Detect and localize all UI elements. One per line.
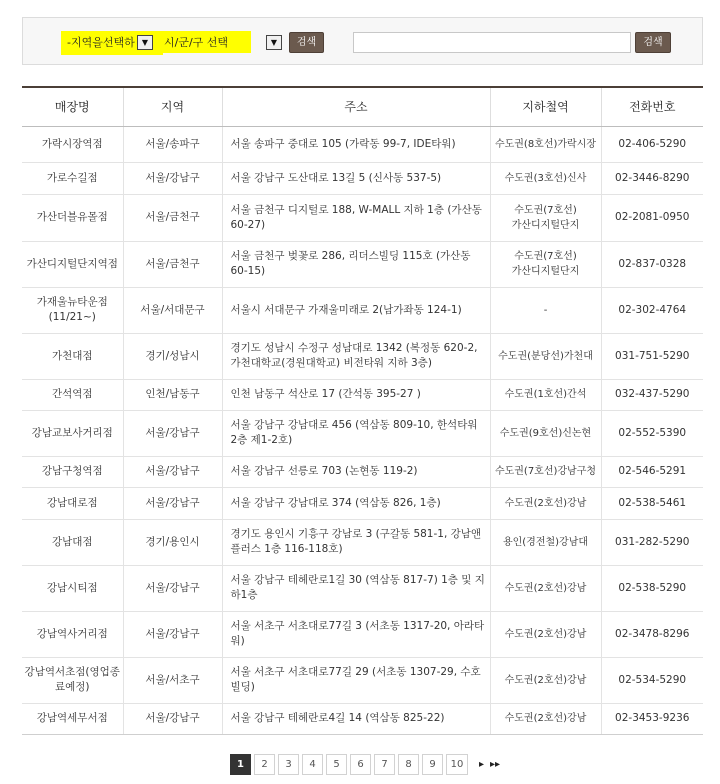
store-region: 인천/남동구 xyxy=(123,379,222,410)
store-phone: 02-552-5390 xyxy=(601,410,703,456)
store-phone: 02-546-5291 xyxy=(601,456,703,487)
store-name[interactable]: 강남시티점 xyxy=(22,565,123,611)
store-subway: 수도권(3호선)신사 xyxy=(490,162,601,194)
pagination xyxy=(0,754,720,776)
table-row xyxy=(22,703,703,734)
store-phone: 02-2081-0950 xyxy=(601,194,703,241)
header-address: 주소 xyxy=(222,87,490,126)
store-name[interactable]: 가산디지털단지역점 xyxy=(22,241,123,287)
store-name[interactable]: 강남역사거리점 xyxy=(22,611,123,657)
store-name[interactable]: 가천대점 xyxy=(22,333,123,379)
store-name[interactable]: 간석역점 xyxy=(22,379,123,410)
page-2-button[interactable]: 2 xyxy=(254,754,275,775)
table-row xyxy=(22,287,703,333)
table-row xyxy=(22,162,703,194)
district-select-value: 시/군/구 선택 xyxy=(164,36,229,49)
store-subway: 수도권(분당선)가천대 xyxy=(490,333,601,379)
next-page-icon[interactable]: ▸ xyxy=(479,759,485,770)
page-3-button[interactable]: 3 xyxy=(278,754,299,775)
store-region: 서울/송파구 xyxy=(123,126,222,162)
table-row xyxy=(22,241,703,287)
store-address: 서울 강남구 도산대로 13길 5 (신사동 537-5) xyxy=(222,162,490,194)
keyword-search-button[interactable]: 검색 xyxy=(635,32,671,53)
store-phone: 02-538-5290 xyxy=(601,565,703,611)
store-address: 서울 강남구 테헤란로1길 30 (역삼동 817-7) 1층 및 지하1층 xyxy=(222,565,490,611)
table-row xyxy=(22,519,703,565)
store-region: 서울/금천구 xyxy=(123,194,222,241)
store-subway: 용인(경전철)강남대 xyxy=(490,519,601,565)
store-address: 서울 강남구 테헤란로4길 14 (역삼동 825-22) xyxy=(222,703,490,734)
store-name[interactable]: 강남역세무서점 xyxy=(22,703,123,734)
header-store-name: 매장명 xyxy=(22,87,123,126)
table-row xyxy=(22,657,703,703)
store-subway: 수도권(2호선)강남 xyxy=(490,611,601,657)
store-region: 서울/강남구 xyxy=(123,410,222,456)
store-phone: 02-837-0328 xyxy=(601,241,703,287)
keyword-input[interactable] xyxy=(353,32,631,53)
store-region: 서울/강남구 xyxy=(123,611,222,657)
header-region: 지역 xyxy=(123,87,222,126)
store-region: 서울/강남구 xyxy=(123,456,222,487)
store-name[interactable]: 가산더블유몰점 xyxy=(22,194,123,241)
store-phone: 02-3478-8296 xyxy=(601,611,703,657)
table-row xyxy=(22,611,703,657)
store-region: 서울/강남구 xyxy=(123,162,222,194)
store-subway: 수도권(7호선)가산디지털단지 xyxy=(490,241,601,287)
table-row xyxy=(22,456,703,487)
store-address: 서울시 서대문구 가재울미래로 2(남가좌동 124-1) xyxy=(222,287,490,333)
store-address: 서울 송파구 중대로 105 (가락동 99-7, IDE타워) xyxy=(222,126,490,162)
store-region: 경기/용인시 xyxy=(123,519,222,565)
store-phone: 02-302-4764 xyxy=(601,287,703,333)
region-search-button[interactable]: 검색 xyxy=(289,32,324,53)
store-address: 서울 강남구 강남대로 456 (역삼동 809-10, 한석타워 2층 제1-2호) xyxy=(222,410,490,456)
store-phone: 02-3453-9236 xyxy=(601,703,703,734)
store-subway: 수도권(7호선)강남구청 xyxy=(490,456,601,487)
store-subway: 수도권(1호선)간석 xyxy=(490,379,601,410)
store-address: 서울 강남구 선릉로 703 (논현동 119-2) xyxy=(222,456,490,487)
store-region: 서울/강남구 xyxy=(123,565,222,611)
store-address: 서울 서초구 서초대로77길 29 (서초동 1307-29, 수호빌딩) xyxy=(222,657,490,703)
last-page-icon[interactable]: ▸▸ xyxy=(490,759,501,770)
store-subway: 수도권(2호선)강남 xyxy=(490,657,601,703)
store-address: 서울 금천구 벚꽃로 286, 리더스빌딩 115호 (가산동 60-15) xyxy=(222,241,490,287)
store-name[interactable]: 가로수길점 xyxy=(22,162,123,194)
store-address: 서울 강남구 강남대로 374 (역삼동 826, 1층) xyxy=(222,487,490,519)
store-phone: 02-538-5461 xyxy=(601,487,703,519)
page-1-button[interactable]: 1 xyxy=(230,754,251,775)
store-subway: 수도권(8호선)가락시장 xyxy=(490,126,601,162)
page-10-button[interactable]: 10 xyxy=(446,754,468,775)
store-phone: 02-534-5290 xyxy=(601,657,703,703)
store-region: 경기/성남시 xyxy=(123,333,222,379)
store-address: 인천 남동구 석산로 17 (간석동 395-27 ) xyxy=(222,379,490,410)
store-region: 서울/서초구 xyxy=(123,657,222,703)
store-subway: 수도권(2호선)강남 xyxy=(490,487,601,519)
table-row xyxy=(22,126,703,162)
table-row xyxy=(22,487,703,519)
store-address: 서울 서초구 서초대로77길 3 (서초동 1317-20, 아라타워) xyxy=(222,611,490,657)
store-subway: 수도권(2호선)강남 xyxy=(490,703,601,734)
store-name[interactable]: 가재울뉴타운점 (11/21~) xyxy=(22,287,123,333)
store-name[interactable]: 가락시장역점 xyxy=(22,126,123,162)
chevron-down-icon: ▼ xyxy=(266,35,282,50)
table-row xyxy=(22,194,703,241)
table-row xyxy=(22,410,703,456)
chevron-down-icon: ▼ xyxy=(137,35,153,50)
table-row xyxy=(22,379,703,410)
store-region: 서울/강남구 xyxy=(123,487,222,519)
store-region: 서울/강남구 xyxy=(123,703,222,734)
table-row xyxy=(22,565,703,611)
store-phone: 02-3446-8290 xyxy=(601,162,703,194)
store-phone: 02-406-5290 xyxy=(601,126,703,162)
header-subway: 지하철역 xyxy=(490,87,601,126)
page-5-button[interactable]: 5 xyxy=(326,754,347,775)
store-name[interactable]: 강남구청역점 xyxy=(22,456,123,487)
store-subway: 수도권(9호선)신논현 xyxy=(490,410,601,456)
page-8-button[interactable]: 8 xyxy=(398,754,419,775)
store-subway: 수도권(2호선)강남 xyxy=(490,565,601,611)
store-name[interactable]: 강남역서초점(영업종료예정) xyxy=(22,657,123,703)
store-search-bar xyxy=(22,17,703,65)
region-select[interactable] xyxy=(63,33,155,52)
store-name[interactable]: 강남대로점 xyxy=(22,487,123,519)
store-subway: - xyxy=(490,287,601,333)
store-phone: 031-751-5290 xyxy=(601,333,703,379)
store-region: 서울/서대문구 xyxy=(123,287,222,333)
store-address: 경기도 성남시 수정구 성남대로 1342 (복정동 620-2, 가천대학교(경원대학교) 비전타워 지하 3층) xyxy=(222,333,490,379)
store-phone: 032-437-5290 xyxy=(601,379,703,410)
page-6-button[interactable]: 6 xyxy=(350,754,371,775)
table-row xyxy=(22,333,703,379)
store-address: 경기도 용인시 기흥구 강남로 3 (구갈동 581-1, 강남앤플러스 1층 116-118호) xyxy=(222,519,490,565)
store-subway: 수도권(7호선)가산디지털단지 xyxy=(490,194,601,241)
table-header-row xyxy=(22,87,703,126)
store-name[interactable]: 강남교보사거리점 xyxy=(22,410,123,456)
district-select[interactable] xyxy=(160,33,284,52)
store-region: 서울/금천구 xyxy=(123,241,222,287)
page-4-button[interactable]: 4 xyxy=(302,754,323,775)
store-table xyxy=(22,86,703,735)
store-address: 서울 금천구 디지털로 188, W-MALL 지하 1층 (가산동 60-27) xyxy=(222,194,490,241)
store-phone: 031-282-5290 xyxy=(601,519,703,565)
header-phone: 전화번호 xyxy=(601,87,703,126)
page-7-button[interactable]: 7 xyxy=(374,754,395,775)
store-name[interactable]: 강남대점 xyxy=(22,519,123,565)
region-select-value: -지역을선택하 xyxy=(67,36,135,49)
page-9-button[interactable]: 9 xyxy=(422,754,443,775)
